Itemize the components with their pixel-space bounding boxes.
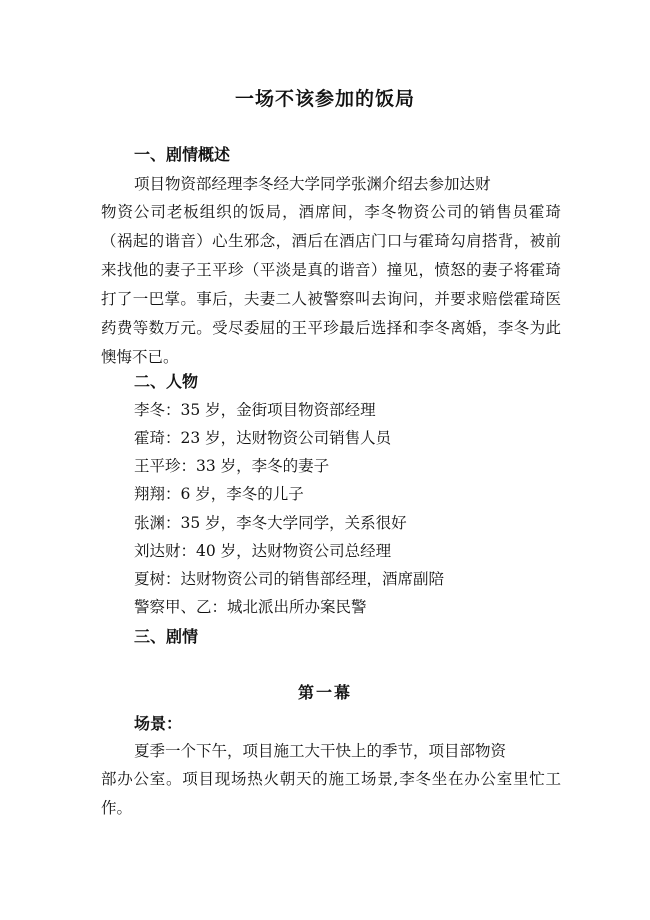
character-line: 刘达财：40 岁，达财物资公司总经理 xyxy=(134,542,392,560)
character-line: 李冬：35 岁，金街项目物资部经理 xyxy=(134,401,376,419)
act-title: 第一幕 xyxy=(297,683,352,702)
scene-paragraph: 部办公室。项目现场热火朝天的施工场景,李冬坐在办公室里忙工作。 xyxy=(101,770,561,817)
character-line: 张渊：35 岁，李冬大学同学，关系很好 xyxy=(134,514,407,532)
scene-label: 场景： xyxy=(134,714,183,733)
character-line: 夏树：达财物资公司的销售部经理，酒席副陪 xyxy=(134,570,445,588)
section-heading-plot: 三、剧情 xyxy=(134,627,199,646)
overview-first-line: 项目物资部经理李冬经大学同学张渊介绍去参加达财 xyxy=(134,175,491,193)
section-heading-overview: 一、剧情概述 xyxy=(134,145,231,164)
character-line: 王平珍：33 岁，李冬的妻子 xyxy=(134,457,330,475)
character-line: 霍琦：23 岁，达财物资公司销售人员 xyxy=(134,429,392,447)
character-line: 翔翔：6 岁，李冬的儿子 xyxy=(134,485,304,503)
overview-paragraph: 物资公司老板组织的饭局，酒席间，李冬物资公司的销售员霍琦（祸起的谐音）心生邪念，酒后在酒店门口与霍琦勾肩搭背，被前来找他的妻子王平珍（平淡是真的谐音）撞见，愤怒的妻子将霍琦打了一巴掌。事后，夫妻二人被警察叫去询问，并要求赔偿霍琦医药费等数万元。受尽委屈的王平珍最后选择和李冬离婚，李冬为此懊悔不已。 xyxy=(101,203,561,366)
character-line: 警察甲、乙：城北派出所办案民警 xyxy=(134,598,367,616)
scene-first-line: 夏季一个下午，项目施工大干快上的季节，项目部物资 xyxy=(134,742,507,760)
section-heading-characters: 二、人物 xyxy=(134,372,199,391)
document-title: 一场不该参加的饭局 xyxy=(234,88,415,110)
